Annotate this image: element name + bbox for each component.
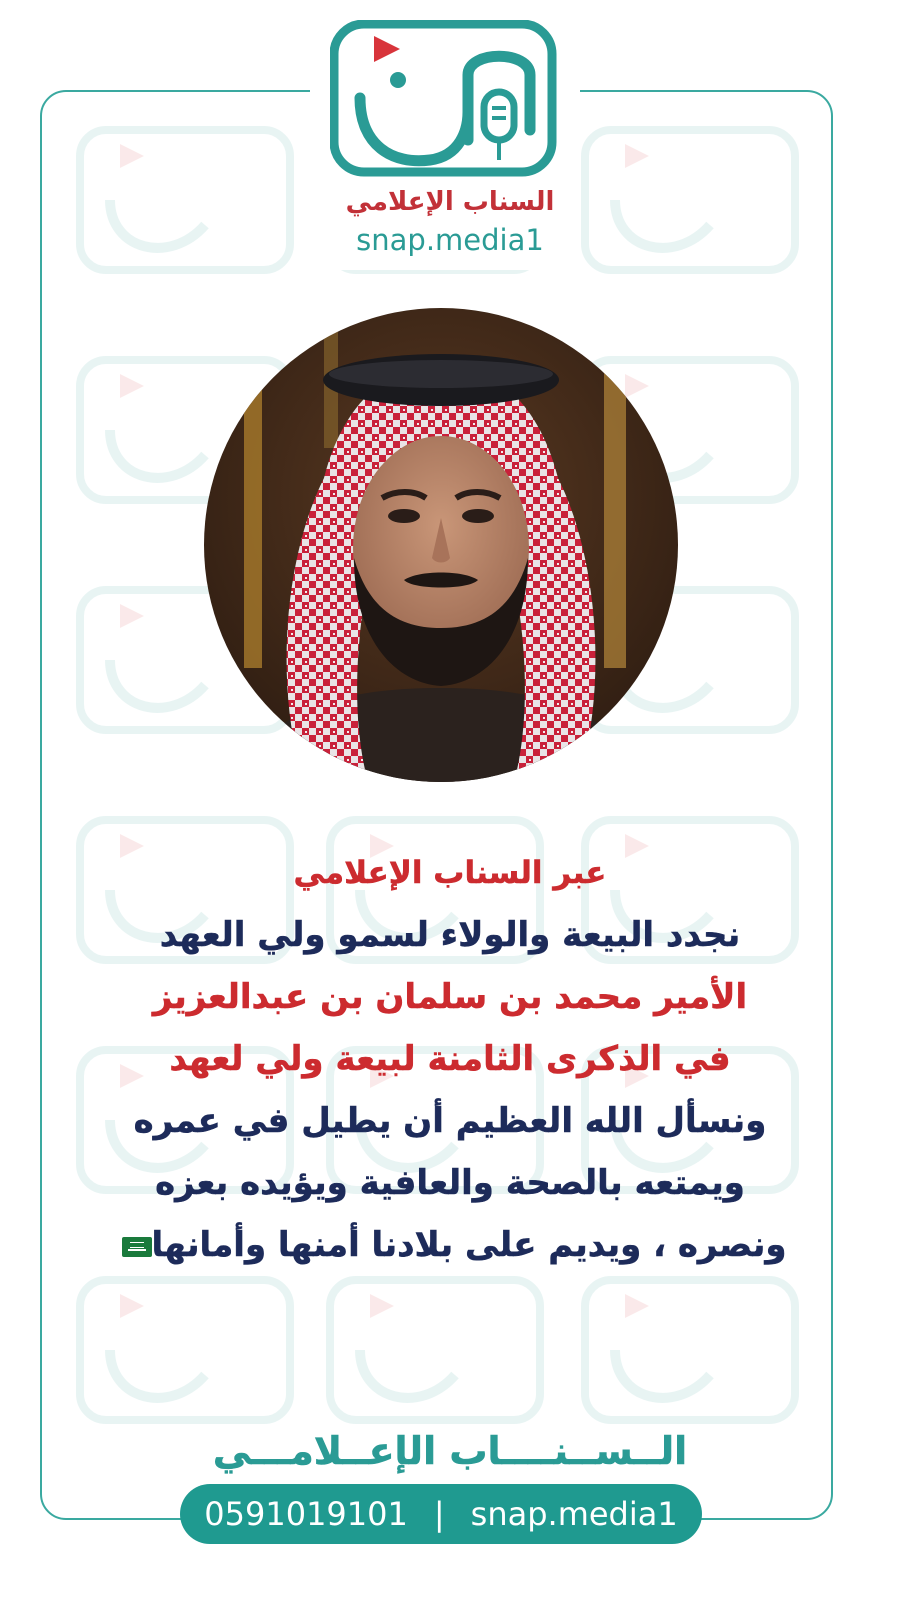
logo-handle: snap.media1	[356, 223, 544, 257]
message-line-1: عبر السناب الإعلامي	[293, 855, 607, 891]
message-line-3: الأمير محمد بن سلمان بن عبدالعزيز	[152, 977, 748, 1017]
logo-brand-name: السناب الإعلامي	[345, 187, 555, 217]
message-line-2: نجدد البيعة والولاء لسمو ولي العهد	[159, 915, 741, 955]
contact-separator: |	[433, 1495, 445, 1533]
outer-frame	[40, 90, 833, 1520]
contact-handle[interactable]: snap.media1	[470, 1495, 678, 1533]
footer-brand-name: الــســنــــاب الإعــلامـــي	[212, 1429, 688, 1473]
message-block	[60, 842, 840, 1276]
message-line-7: ونصره ، ويديم على بلادنا أمنها وأمانها	[151, 1225, 787, 1265]
message-line-7-wrap	[60, 1214, 840, 1276]
message-line-5: ونسأل الله العظيم أن يطيل في عمره	[133, 1101, 767, 1141]
contact-bar	[180, 1484, 702, 1544]
portrait-photo	[204, 308, 678, 782]
message-line-4: في الذكرى الثامنة لبيعة ولي لعهد	[169, 1039, 731, 1079]
saudi-flag-icon	[122, 1237, 152, 1257]
brand-logo-icon	[330, 20, 560, 180]
message-line-6: ويمتعه بالصحة والعافية ويؤيده بعزه	[155, 1163, 745, 1203]
contact-phone[interactable]: 0591019101	[204, 1495, 408, 1533]
